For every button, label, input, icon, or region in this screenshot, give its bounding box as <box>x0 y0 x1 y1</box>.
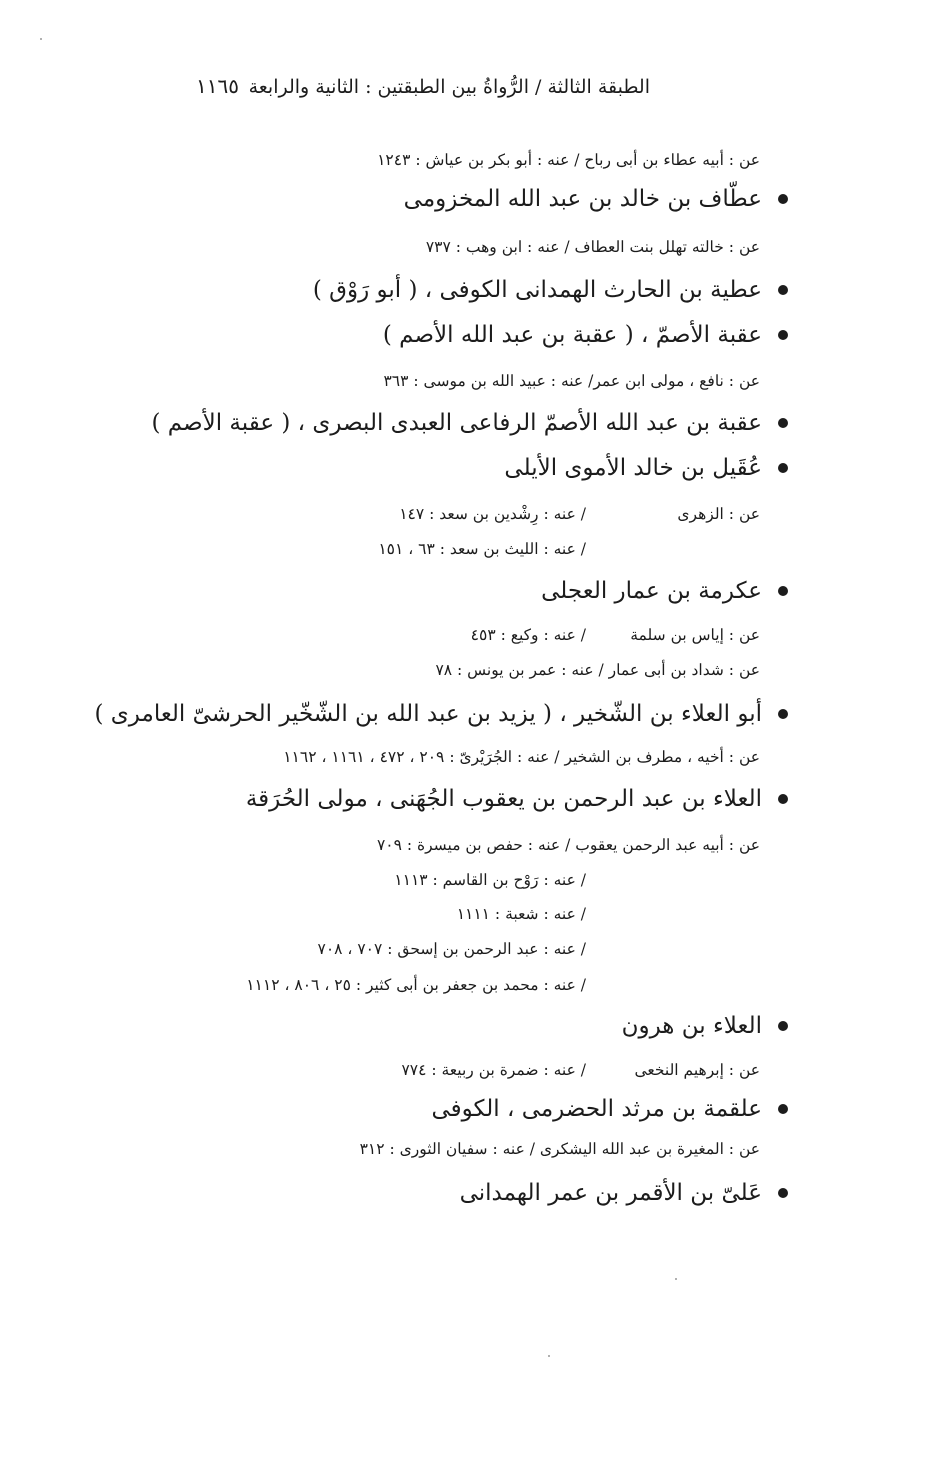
entry-heading <box>432 1096 789 1122</box>
bullet-icon <box>778 709 788 719</box>
narration-line: عن : شداد بن أبى عمار / عنه : عمر بن يونس : ٧٨ <box>435 661 760 679</box>
page-number: ١١٦٥ <box>196 74 239 98</box>
entry-name: العلاء بن عبد الرحمن بن يعقوب الجُهَنى ، مولى الحُرَقة <box>245 786 762 812</box>
bullet-icon <box>778 1104 788 1114</box>
entry-name: عطية بن الحارث الهمدانى الكوفى ، ( أبو رَوْق ) <box>312 277 762 303</box>
bullet-icon <box>778 330 788 340</box>
narration-line: / عنه : ضمرة بن ربيعة : ٧٧٤ <box>401 1061 586 1079</box>
entry-heading <box>504 455 788 481</box>
entry-heading <box>383 322 788 348</box>
bullet-icon <box>778 285 788 295</box>
bullet-icon <box>778 1188 788 1198</box>
entry-name: عكرمة بن عمار العجلى <box>541 578 762 604</box>
scan-speck <box>675 1278 677 1280</box>
entry-heading <box>95 701 788 727</box>
running-header: الطبقة الثالثة / الرُّواةُ بين الطبقتين : الثانية والرابعة <box>248 76 650 98</box>
bullet-icon <box>778 418 788 428</box>
bullet-icon <box>778 194 788 204</box>
narration-line: / عنه : الليث بن سعد : ٦٣ ، ١٥١ <box>378 540 586 558</box>
narration-line: عن : الزهرى <box>677 505 760 523</box>
narration-line: عن : أبيه عطاء بن أبى رباح / عنه : أبو بكر بن عياش : ١٢٤٣ <box>377 151 760 169</box>
bullet-icon <box>778 794 788 804</box>
entry-heading <box>313 277 788 303</box>
narration-line: عن : خالته تهلل بنت العطاف / عنه : ابن وهب : ٧٣٧ <box>425 238 760 256</box>
entry-name: عقبة الأصمّ ، ( عقبة بن عبد الله الأصم ) <box>382 322 762 348</box>
entry-heading <box>404 186 788 212</box>
narration-line: / عنه : وكيع : ٤٥٣ <box>470 626 586 644</box>
entry-heading <box>246 786 788 812</box>
entry-heading <box>622 1013 788 1039</box>
narration-line: عن : أخيه ، مطرف بن الشخير / عنه : الجُرَيْرىّ : ٢٠٩ ، ٤٧٢ ، ١١٦١ ، ١١٦٢ <box>283 748 760 766</box>
narration-line: عن : أبيه عبد الرحمن يعقوب / عنه : حفص بن ميسرة : ٧٠٩ <box>376 836 760 854</box>
bullet-icon <box>778 463 788 473</box>
narration-line: / عنه : عبد الرحمن بن إسحق : ٧٠٧ ، ٧٠٨ <box>317 940 586 958</box>
entry-name: عقبة بن عبد الله الأصمّ الرفاعى العبدى البصرى ، ( عقبة الأصم ) <box>151 410 762 436</box>
narration-line: / عنه : شعبة : ١١١١ <box>456 905 586 923</box>
entry-name: أبو العلاء بن الشّخير ، ( يزيد بن عبد الله بن الشّخّير الحرشىّ العامرى ) <box>94 701 762 727</box>
scan-speck <box>40 38 42 40</box>
narration-line: / عنه : رِشْدين بن سعد : ١٤٧ <box>399 505 586 523</box>
entry-heading <box>151 410 788 436</box>
entry-heading <box>460 1180 788 1206</box>
narration-line: عن : إبرهيم النخعى <box>634 1061 760 1079</box>
entry-name: علقمة بن مرثد الحضرمى ، الكوفى <box>431 1096 762 1122</box>
bullet-icon <box>778 1021 788 1031</box>
entry-name: عُقَيل بن خالد الأموى الأيلى <box>504 455 762 481</box>
narration-line: عن : نافع ، مولى ابن عمر/ عنه : عبيد الله بن موسى : ٣٦٣ <box>383 372 760 390</box>
entry-name: العلاء بن هرون <box>621 1013 762 1039</box>
scan-speck <box>548 1355 550 1357</box>
entry-name: عَلىّ بن الأقمر بن عمر الهمدانى <box>459 1180 762 1206</box>
narration-line: عن : المغيرة بن عبد الله اليشكرى / عنه : سفيان الثورى : ٣١٢ <box>359 1140 760 1158</box>
narration-line: / عنه : رَوْح بن القاسم : ١١١٣ <box>394 871 586 889</box>
bullet-icon <box>778 586 788 596</box>
narration-line: عن : إياس بن سلمة <box>630 626 760 644</box>
entry-heading <box>541 578 788 604</box>
narration-line: / عنه : محمد بن جعفر بن أبى كثير : ٢٥ ، ٨٠٦ ، ١١١٢ <box>246 976 586 994</box>
entry-name: عطّاف بن خالد بن عبد الله المخزومى <box>403 186 762 212</box>
